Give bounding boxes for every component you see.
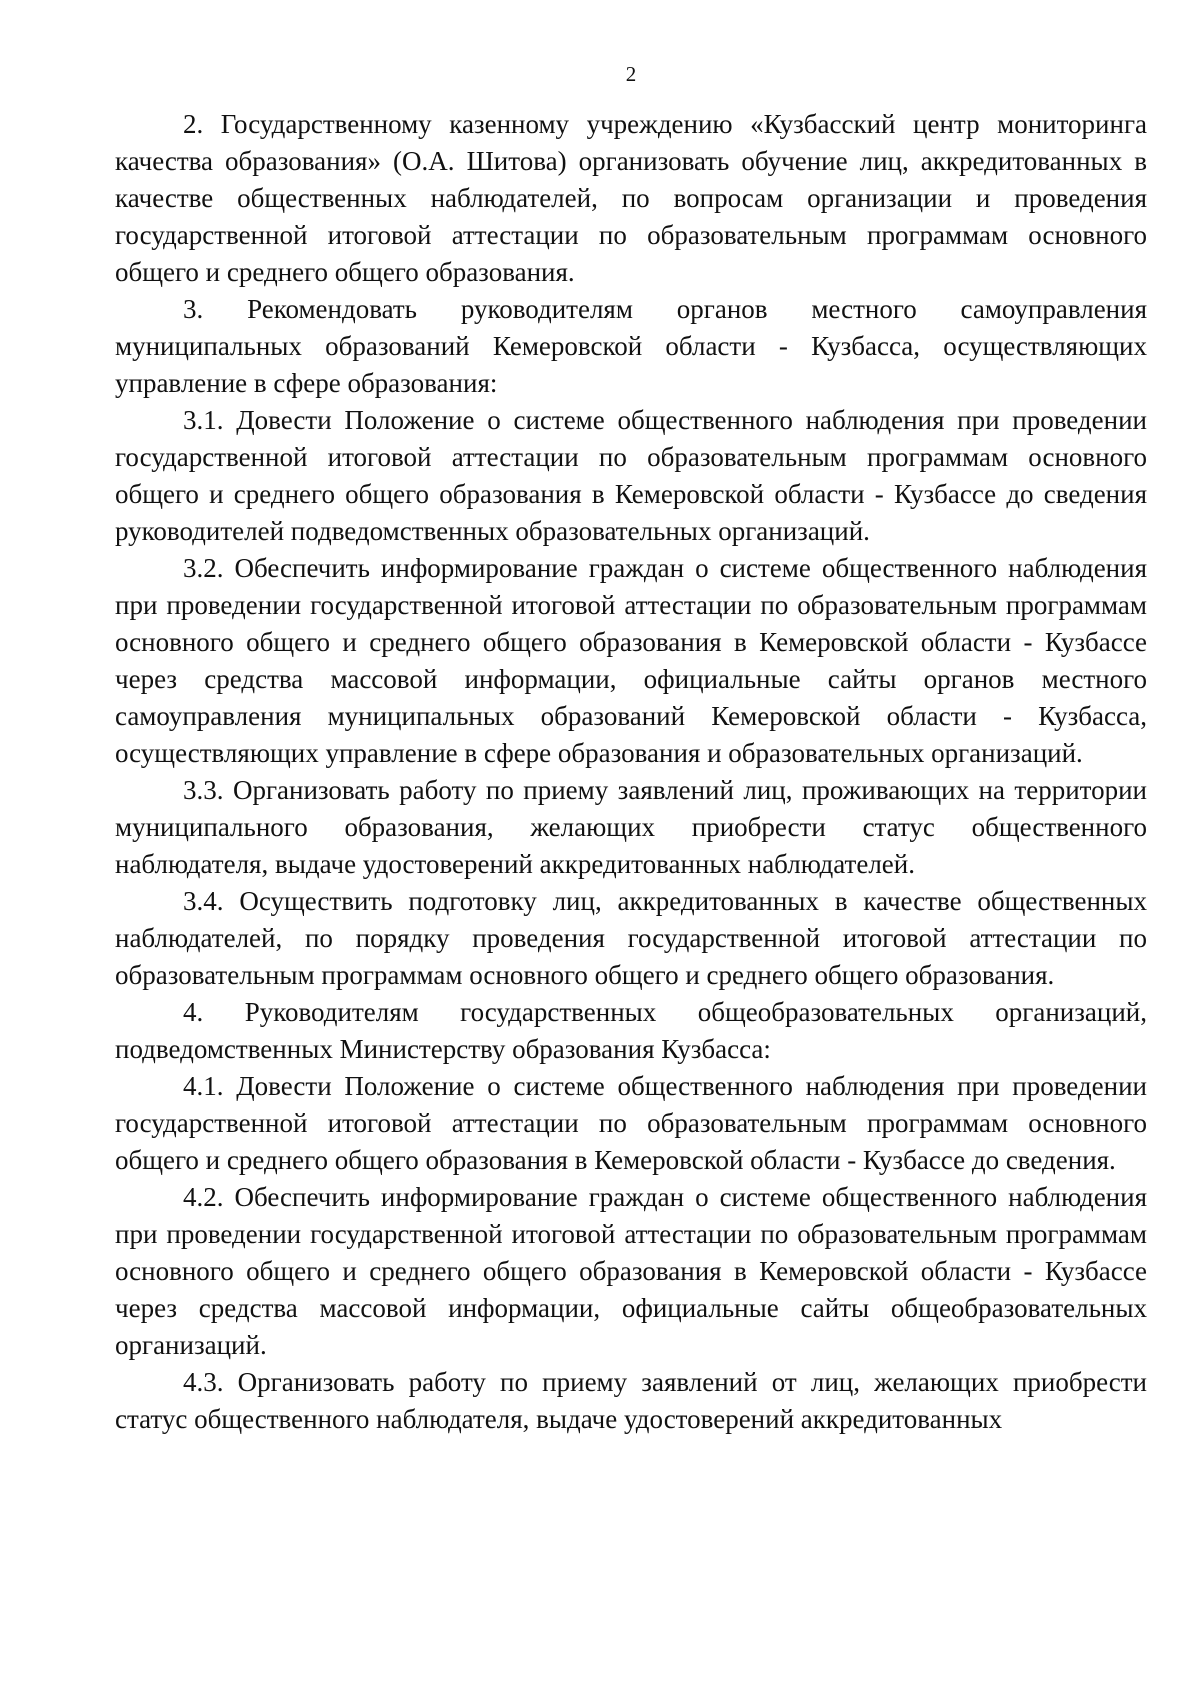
paragraph-3: 3. Рекомендовать руководителям органов местного самоуправления муниципальных образований Кемеровской области - Кузбасса, осуществляющих управление в сфере образования: [115, 294, 1147, 398]
paragraph-3-4: 3.4. Осуществить подготовку лиц, аккредитованных в качестве общественных наблюдателей, по порядку проведения государственной итоговой аттестации по образовательным программам основного общего и среднего общего образования. [115, 886, 1147, 990]
paragraph-3-1: 3.1. Довести Положение о системе общественного наблюдения при проведении государственной итоговой аттестации по образовательным программам основного общего и среднего общего образования в Кемеровской области - Кузбассе до сведения руководителей подведомственных образовательных организаций. [115, 405, 1147, 546]
paragraph-4-2: 4.2. Обеспечить информирование граждан о системе общественного наблюдения при проведении государственной итоговой аттестации по образовательным программам основного общего и среднего общего образования в Кемеровской области - Кузбассе через средства массовой информации, официальные сайты общеобразовательных организаций. [115, 1182, 1147, 1360]
paragraph-4: 4. Руководителям государственных общеобразовательных организаций, подведомственных Министерству образования Кузбасса: [115, 997, 1147, 1064]
paragraph-3-2: 3.2. Обеспечить информирование граждан о системе общественного наблюдения при проведении государственной итоговой аттестации по образовательным программам основного общего и среднего общего образования в Кемеровской области - Кузбассе через средства массовой информации, официальные сайты органов местного самоуправления муниципальных образований Кемеровской области - Кузбасса, осуществляющих управление в сфере образования и образовательных организаций. [115, 553, 1147, 768]
paragraph-4-1: 4.1. Довести Положение о системе общественного наблюдения при проведении государственной итоговой аттестации по образовательным программам основного общего и среднего общего образования в Кемеровской области - Кузбассе до сведения. [115, 1071, 1147, 1175]
page-number: 2 [625, 62, 637, 86]
paragraph-3-3: 3.3. Организовать работу по приему заявлений лиц, проживающих на территории муниципального образования, желающих приобрести статус общественного наблюдателя, выдаче удостоверений аккредитованных наблюдателей. [115, 775, 1147, 879]
paragraph-2: 2. Государственному казенному учреждению «Кузбасский центр мониторинга качества образования» (О.А. Шитова) организовать обучение лиц, аккредитованных в качестве общественных наблюдателей, по вопросам организации и проведения государственной итоговой аттестации по образовательным программам основного общего и среднего общего образования. [115, 109, 1147, 287]
paragraph-4-3: 4.3. Организовать работу по приему заявлений от лиц, желающих приобрести статус общественного наблюдателя, выдаче удостоверений аккредитованных [115, 1367, 1147, 1434]
